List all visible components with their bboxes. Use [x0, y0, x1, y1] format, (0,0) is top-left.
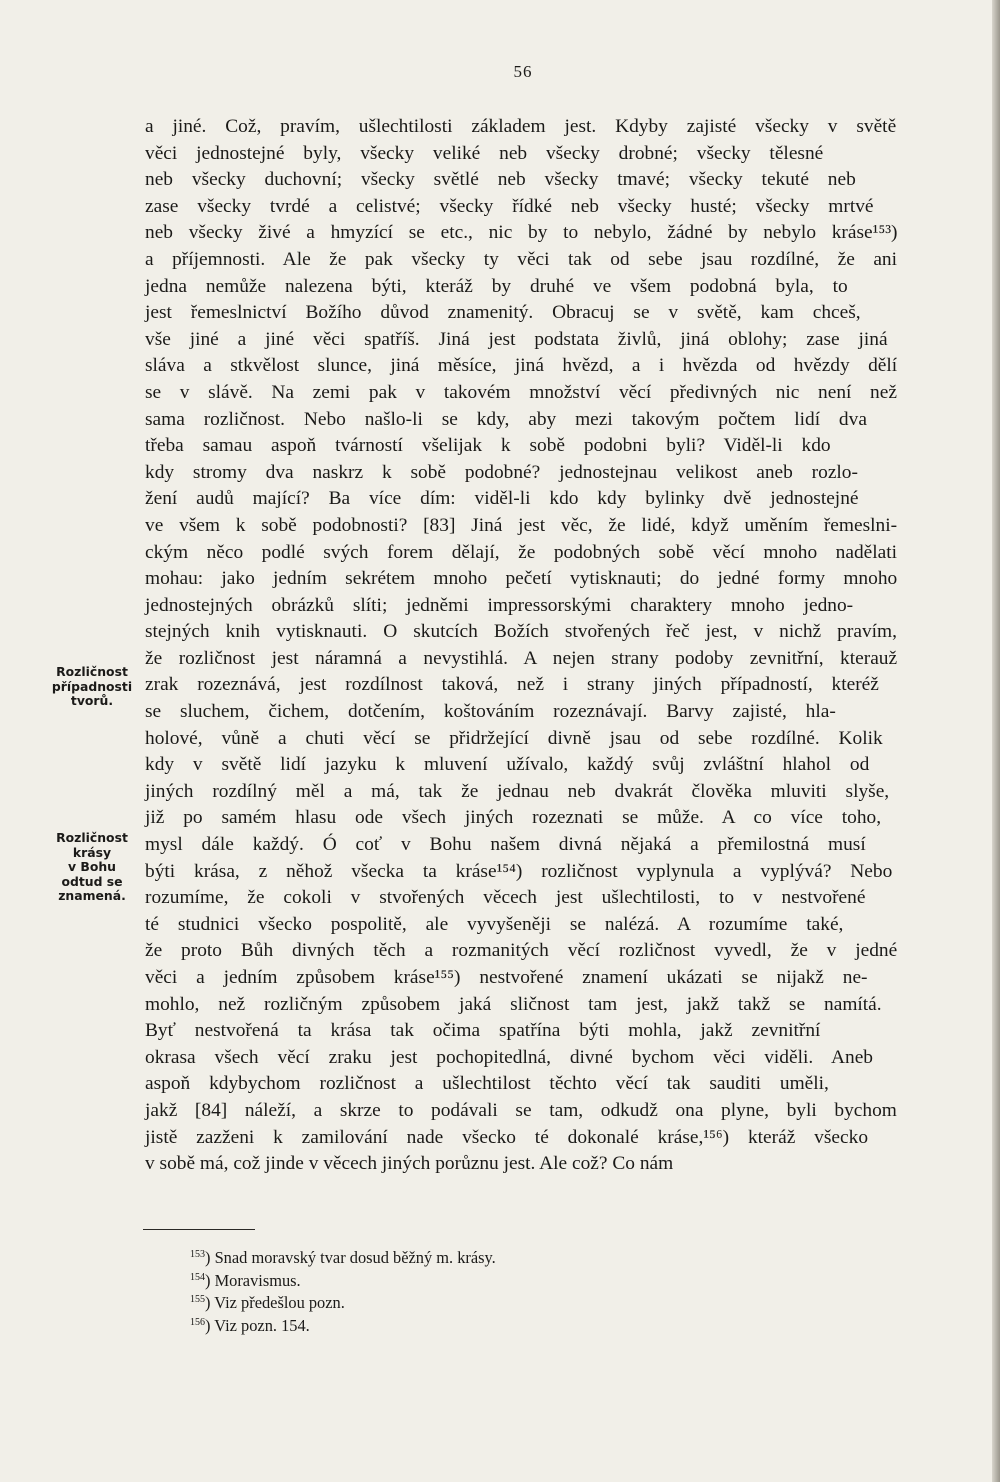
text-line: neb všecky duchovní; všecky světlé neb všecky tmavé; všecky tekuté neb — [145, 169, 856, 191]
footnote-text: Viz pozn. 154. — [214, 1315, 310, 1335]
text-line: že proto Bůh divných těch a rozmanitých věcí rozličnost vyvedl, že v jedné — [145, 940, 898, 962]
text-line: býti krása, z něhož všecka ta kráse¹⁵⁴) rozličnost vyplynula a vyplývá? Nebo — [145, 860, 893, 882]
text-line: žení audů mající? Ba více dím: viděl-li kdo kdy bylinky dvě jednostejné — [145, 488, 859, 510]
margin-note-rozlicnost-krasy — [46, 831, 138, 904]
text-line: rozumíme, že cokoli v stvořených věcech jest ušlechtilosti, to v nestvořené — [145, 887, 866, 909]
text-line: jistě zazženi k zamilování nade všecko té dokonalé kráse,¹⁵⁶) kteráž všecko — [145, 1126, 869, 1148]
margin-note-line: krásy — [72, 844, 112, 860]
footnote-divider — [143, 1229, 255, 1230]
text-line: kdy stromy dva naskrz k sobě podobné? jednostejnau velikost aneb rozlo- — [145, 461, 858, 483]
text-line: ve všem k sobě podobnosti? [83] Jiná jest věc, že lidé, když uměním řemeslni- — [145, 514, 898, 536]
footnote-mark: 155 — [190, 1294, 205, 1306]
footnote-text: Snad moravský tvar dosud běžný m. krásy. — [214, 1248, 496, 1267]
footnote-mark: 156 — [190, 1316, 205, 1328]
footnotes — [190, 1244, 496, 1334]
main-text — [145, 114, 897, 1178]
text-line: vše jiné a jiné věci spatříš. Jiná jest podstata živlů, jiná oblohy; zase jiná — [145, 328, 888, 350]
text-line: v sobě má, což jinde v věcech jiných porůznu jest. Ale což? Co nám — [145, 1153, 674, 1175]
text-line: mohau: jako jedním sekrétem mnoho pečetí vytisknauti; do jedné formy mnoho — [145, 568, 898, 590]
margin-note-line: případnosti — [51, 678, 133, 694]
text-line: sláva a stkvělost slunce, jiná měsíce, jiná hvězd, a i hvězda od hvězdy dělí — [145, 355, 898, 377]
footnote-153: $^{153}$) Snad moravský tvar dosud běžný m. krásy. — [190, 1248, 496, 1267]
footnote-155: $^{155}$) Viz předešlou pozn. — [190, 1293, 345, 1313]
text-line: kdy v světě lidí jazyku k mluvení užívalo, každý svůj zvláštní hlahol od — [145, 754, 870, 776]
margin-note-line: v Bohu — [68, 859, 116, 874]
footnote-mark: 153 — [190, 1249, 205, 1260]
margin-note-rozlicnost-pripadnosti — [46, 665, 138, 709]
text-line: věci jednostejné byly, všecky veliké neb všecky drobné; všecky tělesné — [145, 142, 824, 164]
page-edge-shadow — [992, 0, 1000, 1482]
footnote-156: $^{156}$) Viz pozn. 154. — [190, 1315, 310, 1335]
text-line: věci a jedním způsobem kráse¹⁵⁵) nestvořené znamení ukázati se nijakž ne- — [145, 967, 868, 988]
margin-note-line: Rozličnost — [56, 830, 128, 845]
text-line: neb všecky živé a hmyzící se etc., nic by to nebylo, žádné by nebylo kráse¹⁵³) — [145, 222, 898, 244]
text-line: zrak rozeznává, jest rozdílnost taková, než i strany jiných případností, kteréž — [145, 674, 879, 696]
footnote-mark: 154 — [190, 1271, 205, 1283]
text-line: se v slávě. Na zemi pak v takovém množství věcí předivných nic není než — [145, 381, 897, 403]
text-line: holové, vůně a chuti věcí se přidržející divně jsau od sebe rozdílné. Kolik — [145, 727, 883, 749]
text-line: jedna nemůže nalezena býti, kteráž by druhé ve všem podobná byla, to — [145, 275, 848, 297]
text-line: mysl dále každý. Ó coť v Bohu našem divná nějaká a přemilostná musí — [145, 834, 866, 856]
text-line: Byť nestvořená ta krása tak očima spatřína býti mohla, jakž zevnitřní — [145, 1020, 821, 1042]
text-line: aspoň kdybychom rozličnost a ušlechtilost těchto věcí tak sauditi uměli, — [145, 1073, 829, 1095]
text-line: a příjemnosti. Ale že pak všecky ty věci tak od sebe jsau rozdílné, že ani — [145, 248, 898, 270]
text-line: jiných rozdílný měl a má, tak že jednau neb dvakrát člověka mluviti slyše, — [145, 780, 890, 802]
text-line: té studnici všecko pospolitě, ale vyvyšeněji se nalézá. A rozumíme také, — [145, 913, 844, 935]
text-line: zase všecky tvrdé a celistvé; všecky řídké neb všecky husté; všecky mrtvé — [145, 195, 874, 217]
text-line: se sluchem, čichem, dotčením, koštováním rozeznávají. Barvy zajisté, hla- — [145, 701, 836, 723]
margin-note-line: Rozličnost — [56, 664, 128, 679]
margin-note-line: odtud se — [61, 873, 123, 889]
page-number: 56 — [513, 62, 533, 81]
text-line: jednostejných obrázků slíti; jedněmi impressorskými charaktery mnoho jedno- — [145, 594, 854, 616]
text-line: okrasa všech věcí zraku jest pochopitedlná, divné bychom věci viděli. Aneb — [145, 1046, 873, 1068]
text-line: ckým něco podlé svých forem dělají, že podobných sobě věcí mnoho nadělati — [145, 541, 898, 563]
text-line: že rozličnost jest náramná a nevystihlá. A nejen strany podoby zevnitřní, kterauž — [145, 647, 898, 669]
footnote-154: $^{154}$) Moravismus. — [190, 1270, 301, 1290]
margin-note-line: tvorů. — [70, 693, 114, 708]
text-line: již po samém hlasu ode všech jiných rozeznati se může. A co více toho, — [145, 807, 882, 829]
margin-note-line: znamená. — [58, 888, 126, 903]
footnote-text: Viz předešlou pozn. — [214, 1293, 345, 1313]
footnote-text: Moravismus. — [214, 1270, 301, 1290]
text-line: stejných knih vytisknauti. O skutcích Božích stvořených řeč jest, v nichž pravím, — [145, 621, 897, 643]
text-line: mohlo, než rozličným způsobem jaká sličnost tam jest, jakž takž se namítá. — [145, 993, 882, 1015]
text-line: sama rozličnost. Nebo našlo-li se kdy, aby mezi takovým počtem lidí dva — [145, 408, 867, 430]
text-line: jest řemeslnictví Božího důvod znamenitý. Obracuj se v světě, kam chceš, — [145, 302, 861, 324]
text-line: a jiné. Což, pravím, ušlechtilosti základem jest. Kdyby zajisté všecky v světě — [145, 116, 897, 137]
text-line: třeba samau aspoň tvárností všelijak k sobě podobni byli? Viděl-li kdo — [145, 435, 831, 457]
text-line: jakž [84] náleží, a skrze to podávali se tam, odkudž ona plyne, byli bychom — [145, 1099, 897, 1121]
